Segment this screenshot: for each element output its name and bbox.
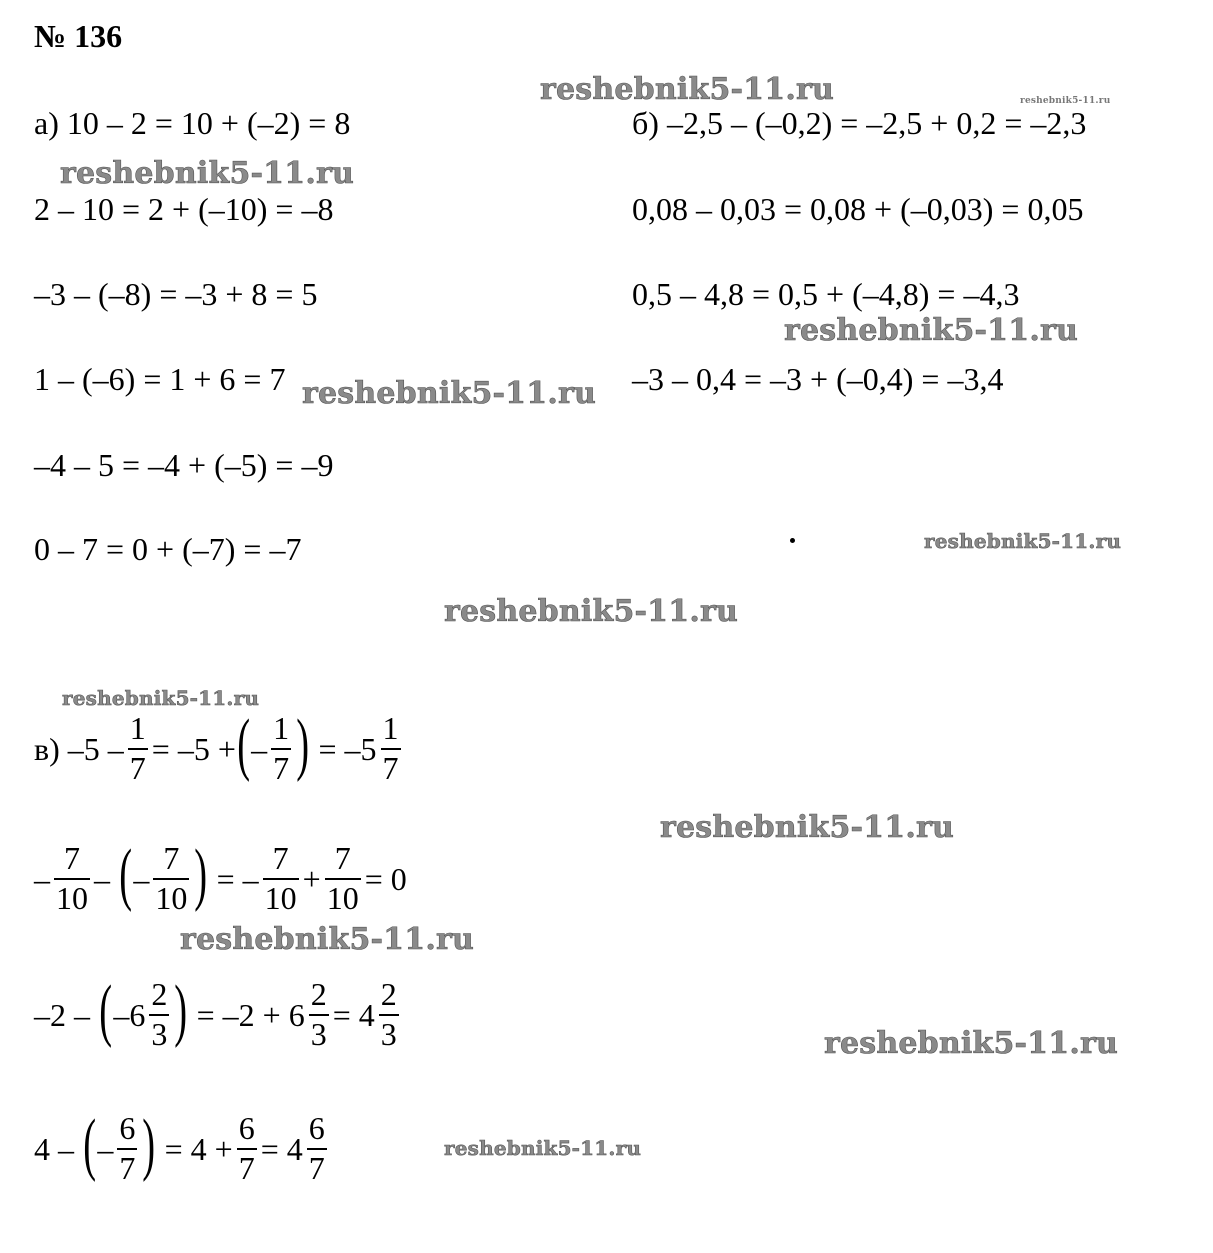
section-c-label: в) xyxy=(34,730,60,767)
equation-b4: –3 – 0,4 = –3 + (–0,4) = –3,4 xyxy=(632,361,1004,397)
equation-a5: –4 – 5 = –4 + (–5) = –9 xyxy=(34,447,334,483)
watermark: reshebnik5-11.ru xyxy=(784,313,1078,348)
watermark: reshebnik5-11.ru xyxy=(302,376,596,411)
equation-a2: 2 – 10 = 2 + (–10) = –8 xyxy=(34,191,334,227)
fraction: $\frac{2}{3}$ xyxy=(380,976,397,1052)
equation-b3: 0,5 – 4,8 = 0,5 + (–4,8) = –4,3 xyxy=(632,276,1020,312)
equation-a6: 0 – 7 = 0 + (–7) = –7 xyxy=(34,531,302,567)
stray-dot xyxy=(790,538,795,543)
equation-a1: а) 10 – 2 = 10 + (–2) = 8 xyxy=(34,105,351,141)
fraction: $\frac{1}{7}$ xyxy=(273,710,290,786)
fraction: $\frac{2}{3}$ xyxy=(151,976,168,1052)
fraction: $\frac{6}{7}$ xyxy=(119,1110,136,1186)
fraction: $\frac{6}{7}$ xyxy=(308,1110,325,1186)
expr-part: –5 – xyxy=(67,730,124,767)
fraction: $\frac{1}{7}$ xyxy=(382,710,399,786)
watermark: reshebnik5-11.ru xyxy=(824,1026,1118,1061)
watermark: reshebnik5-11.ru xyxy=(1020,96,1111,106)
watermark: reshebnik5-11.ru xyxy=(924,529,1122,553)
watermark: reshebnik5-11.ru xyxy=(660,810,954,845)
watermark: reshebnik5-11.ru xyxy=(60,156,354,191)
watermark: reshebnik5-11.ru xyxy=(444,1136,642,1160)
problem-number: № 136 xyxy=(34,18,123,54)
equation-b1: б) –2,5 – (–0,2) = –2,5 + 0,2 = –2,3 xyxy=(632,105,1087,141)
watermark: reshebnik5-11.ru xyxy=(180,922,474,957)
equation-a3: –3 – (–8) = –3 + 8 = 5 xyxy=(34,276,318,312)
fraction: $\frac{7}{10}$ xyxy=(326,840,359,916)
fraction: $\frac{7}{10}$ xyxy=(155,840,188,916)
equation-c2: – $\frac{7}{10}$ – ( – $\frac{7}{10}$ ) = – $\frac{7}{10}$ + $\frac{7}{10}$ = 0 xyxy=(34,835,407,916)
expr-part: = –5 + xyxy=(151,730,236,767)
watermark: reshebnik5-11.ru xyxy=(62,686,260,710)
equation-b2: 0,08 – 0,03 = 0,08 + (–0,03) = 0,05 xyxy=(632,191,1084,227)
fraction: $\frac{6}{7}$ xyxy=(238,1110,255,1186)
fraction: $\frac{2}{3}$ xyxy=(310,976,327,1052)
fraction: $\frac{7}{10}$ xyxy=(264,840,297,916)
equation-c3: –2 – ( –6 $\frac{2}{3}$ ) = –2 + 6 $\frac{2}{3}$ = 4 $\frac{2}{3}$ xyxy=(34,971,397,1052)
watermark: reshebnik5-11.ru xyxy=(540,72,834,107)
equation-a4: 1 – (–6) = 1 + 6 = 7 xyxy=(34,361,286,397)
watermark: reshebnik5-11.ru xyxy=(444,594,738,629)
equation-c1: в) –5 – $\frac{1}{7}$ = –5 + ( – $\frac{1}{7}$ ) = –5 $\frac{1}{7}$ xyxy=(34,705,399,786)
fraction: $\frac{7}{10}$ xyxy=(56,840,88,916)
fraction: $\frac{1}{7}$ xyxy=(129,710,146,786)
equation-c4: 4 – ( – $\frac{6}{7}$ ) = 4 + $\frac{6}{7}$ = 4 $\frac{6}{7}$ xyxy=(34,1105,325,1186)
expr-part: = –5 xyxy=(318,730,377,767)
